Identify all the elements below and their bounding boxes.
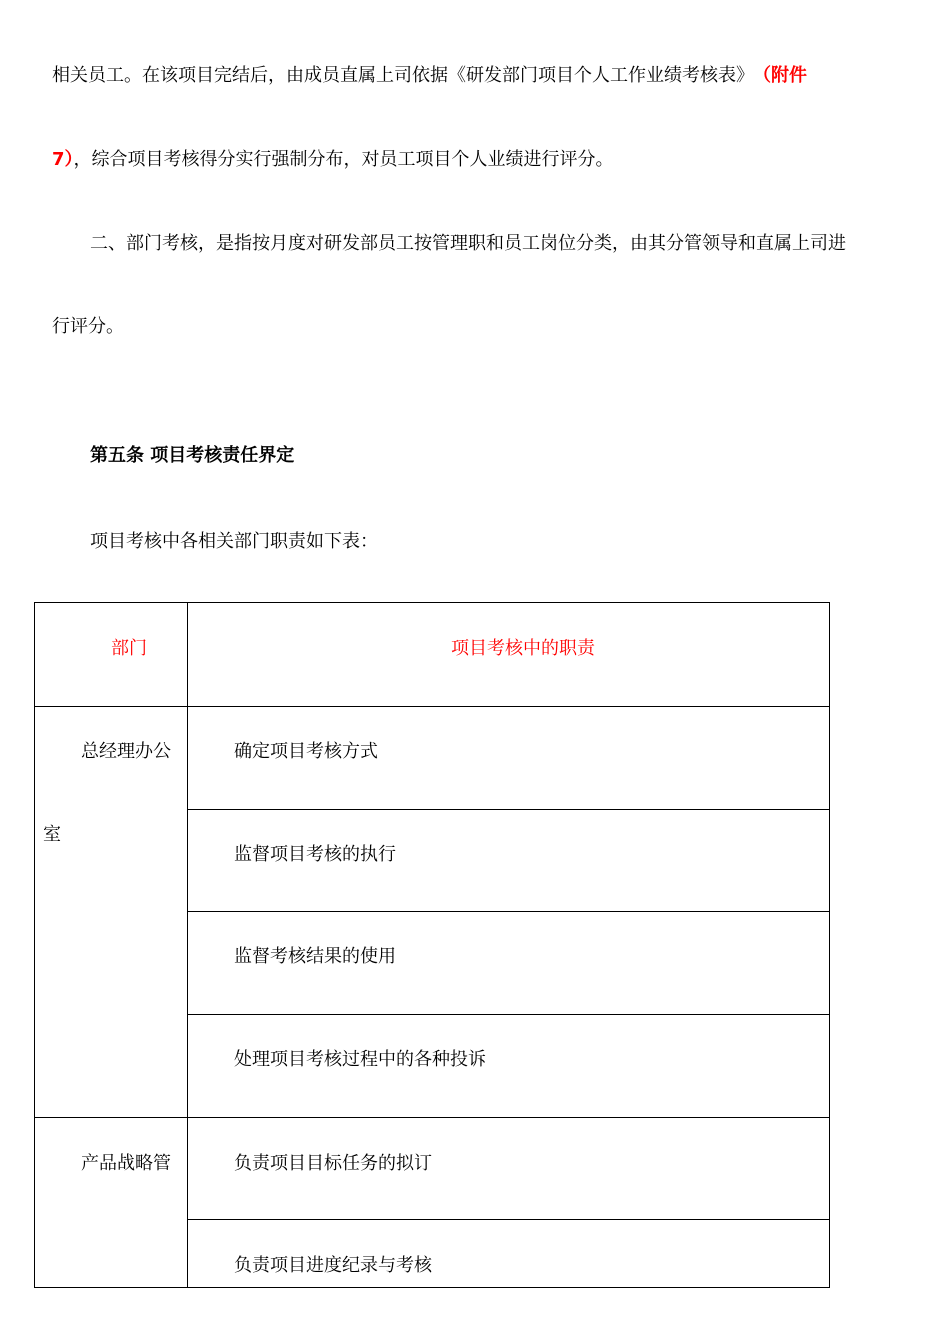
row-divider: [187, 911, 829, 912]
paragraph-2-line-1: 二、部门考核，是指按月度对研发部员工按管理职和员工岗位分类，由其分管领导和直属上司进: [90, 233, 846, 254]
attachment-reference: 7）: [52, 149, 74, 170]
header-department: 部门: [111, 638, 147, 659]
department-cell: 产品战略管: [81, 1153, 171, 1174]
duty-cell: 负责项目目标任务的拟订: [234, 1153, 432, 1174]
duty-cell: 负责项目进度纪录与考核: [234, 1255, 432, 1276]
department-cell: 总经理办公: [81, 741, 171, 762]
section-heading: 第五条 项目考核责任界定: [90, 445, 295, 466]
department-cell-wrap: 室: [43, 824, 61, 845]
paragraph-2-line-2: 行评分。: [52, 316, 124, 337]
duty-cell: 监督项目考核的执行: [234, 844, 396, 865]
header-divider: [35, 706, 829, 707]
section-intro: 项目考核中各相关部门职责如下表：: [90, 531, 378, 552]
duty-cell: 确定项目考核方式: [234, 741, 378, 762]
responsibility-table: [34, 602, 830, 1288]
attachment-reference: （附件: [762, 65, 807, 86]
row-divider: [187, 1014, 829, 1015]
paragraph-text: 相关员工。在该项目完结后，由成员直属上司依据《研发部门项目个人工作业绩考核表》: [52, 65, 754, 86]
duty-cell: 处理项目考核过程中的各种投诉: [234, 1049, 486, 1070]
duty-cell: 监督考核结果的使用: [234, 946, 396, 967]
header-duty: 项目考核中的职责: [451, 638, 595, 659]
group-divider: [35, 1117, 829, 1118]
row-divider: [187, 1219, 829, 1220]
row-divider: [187, 809, 829, 810]
paragraph-text: ，综合项目考核得分实行强制分布，对员工项目个人业绩进行评分。: [73, 149, 614, 170]
paragraph-1-line-2: [52, 148, 614, 172]
paragraph-1-line-1: [52, 64, 807, 88]
